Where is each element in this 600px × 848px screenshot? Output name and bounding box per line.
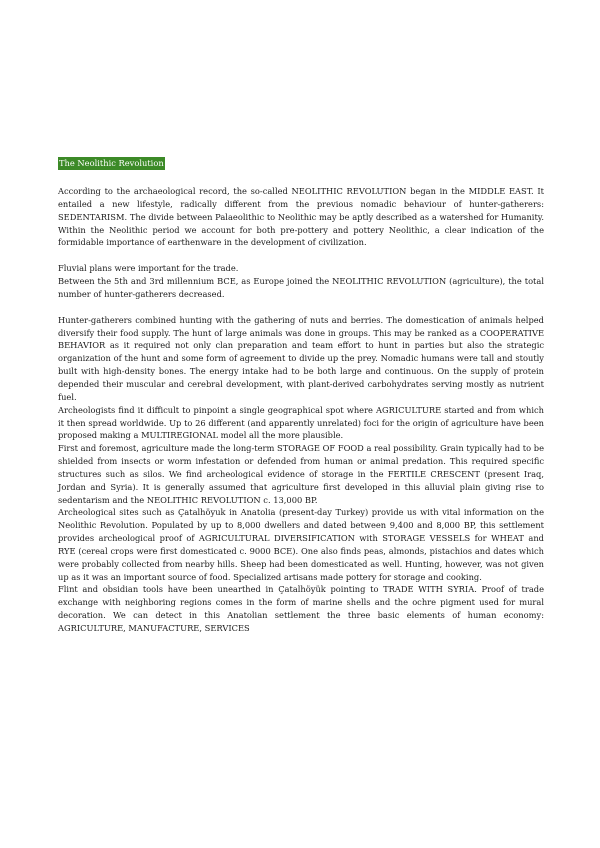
paragraph-hunter-gatherers: Hunter-gatherers combined hunting with the gathering of nuts and berries. The domestication of animals helped diversify their food supply. The hunt of large animals was done in groups. This may be ranked as a COOPERATIVE BEHAVIOR as it required not only clan preparation and team effort to hunt in parties but also the strategic organization of the hunt and some form of agreement to divide up the prey. Nomadic humans were tall and stoutly built with high-density bones. The energy intake had to be both large and continuous. On the supply of protein depended their muscular and cerebral development, with plant-derived carbohydrates serving mostly as nutrient fuel.: [58, 314, 544, 402]
paragraph-fluvial-plans: Fluvial plans were important for the trade.: [58, 263, 239, 274]
document-title: The Neolithic Revolution: [59, 158, 164, 168]
paragraph-catalhoyuk: Archeological sites such as Çatalhöyuk in Anatolia (present-day Turkey) provide us with vital information on the Neolithic Revolution. Populated by up to 8,000 dwellers and dated between 9,400 and 8,000 BP, this settlement provides archeological proof of AGRICULTURAL DIVERSIFICATION with STORAGE VESSELS for WHEAT and RYE (cereal crops were first domesticated c. 9000 BCE). One also finds peas, almonds, pistachios and dates which were probably collected from nearby hills. Sheep had been domesticated as well. Hunting, however, was not given up as it was an important source of food. Specialized artisans made pottery for storage and cooking.: [58, 507, 544, 582]
paragraph-europe-millennium: Between the 5th and 3rd millennium BCE, as Europe joined the NEOLITHIC REVOLUTION (agriculture), the total number of hunter-gatherers decreased.: [58, 276, 544, 299]
paragraph-trade-syria: Flint and obsidian tools have been unearthed in Çatalhöyük pointing to TRADE WITH SYRIA. Proof of trade exchange with neighboring regions comes in the form of marine shells and the ochre pigment used for mural decoration. We can detect in this Anatolian settlement the three basic elements of human economy: AGRICULTURE, MANUFACTURE, SERVICES: [58, 584, 544, 633]
paragraph-agriculture-origin: Archeologists find it difficult to pinpoint a single geographical spot where AGRICULTURE started and from which it then spread worldwide. Up to 26 different (and apparently unrelated) foci for the origin of agriculture have been proposed making a MULTIREGIONAL model all the more plausible.: [58, 404, 544, 441]
document-body: [58, 157, 544, 635]
paragraph-food-storage: First and foremost, agriculture made the long-term STORAGE OF FOOD a real possibility. Grain typically had to be shielded from insects or worm infestation or defended from human or animal predation. This required specific structures such as silos. We find archeological evidence of storage in the FERTILE CRESCENT (present Iraq, Jordan and Syria). It is generally assumed that agriculture first developed in this alluvial plain giving rise to sedentarism and the NEOLITHIC REVOLUTION c. 13,000 BP.: [58, 443, 544, 505]
paragraph-neolithic-intro: According to the archaeological record, the so-called NEOLITHIC REVOLUTION began in the MIDDLE EAST. It entailed a new lifestyle, radically different from the previous nomadic behaviour of hunter-gatherers: SEDENTARISM. The divide between Palaeolithic to Neolithic may be aptly described as a watershed for Humanity. Within the Neolithic period we account for both pre-pottery and pottery Neolithic, a clear indication of the formidable importance of earthenware in the development of civilization.: [58, 186, 544, 248]
title-row: [58, 157, 544, 170]
